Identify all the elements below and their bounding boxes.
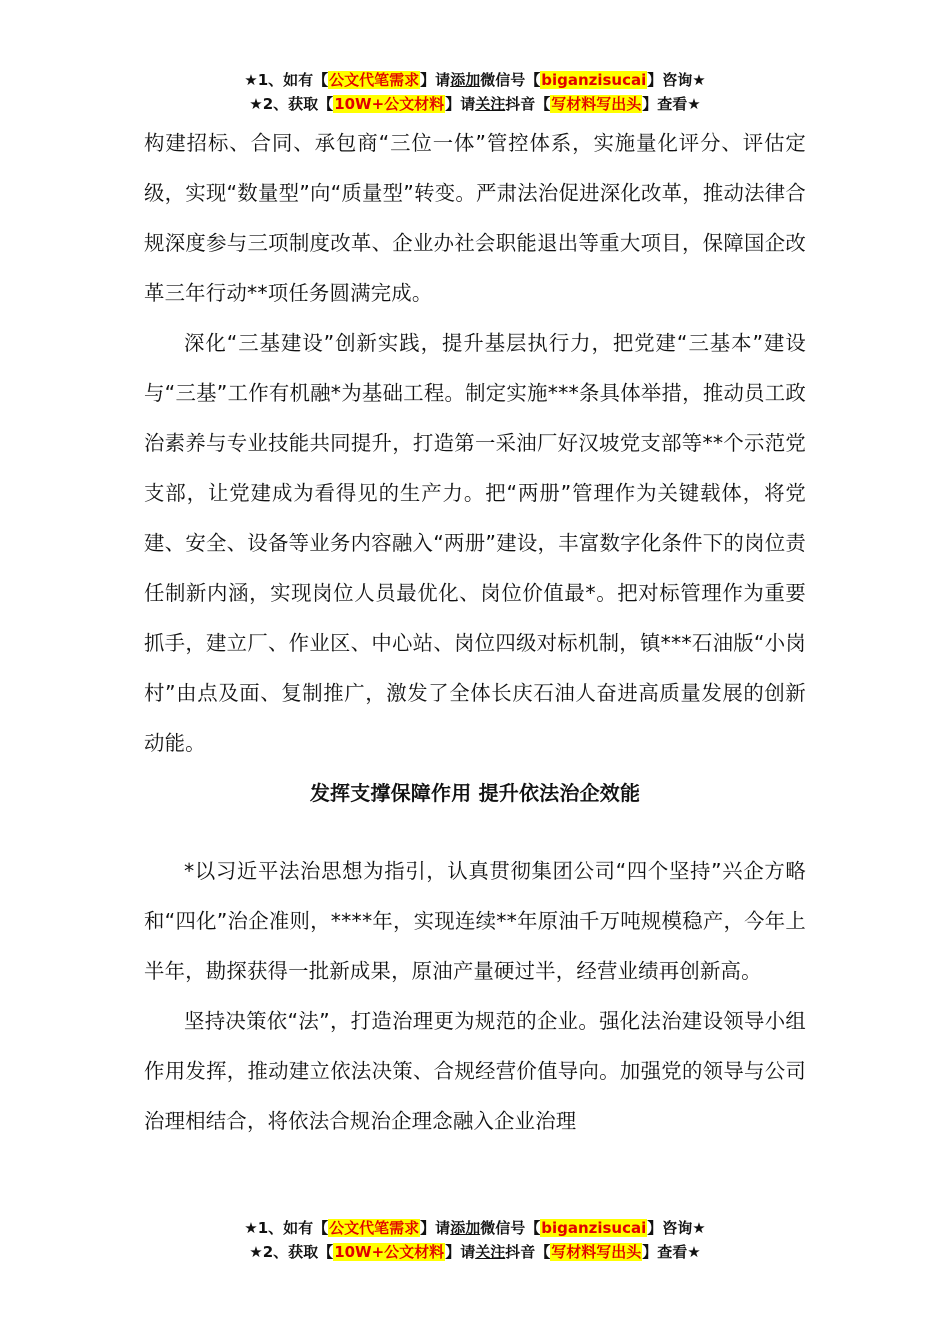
banner-line-2: ★2、获取【10W+公文材料】请关注抖音【写材料写出头】查看★ — [249, 95, 701, 113]
banner-line-2: ★2、获取【10W+公文材料】请关注抖音【写材料写出头】查看★ — [249, 1243, 701, 1261]
paragraph: *以习近平法治思想为指引，认真贯彻集团公司“四个坚持”兴企方略和“四化”治企准则，****年，实现连续**年原油千万吨规模稳产，今年上半年，勘探获得一批新成果，原油产量硬过半，经营业绩再创新高。 — [144, 859, 806, 983]
paragraph: 深化“三基建设”创新实践，提升基层执行力，把党建“三基本”建设与“三基”工作有机融*为基础工程。制定实施***条具体举措，推动员工政治素养与专业技能共同提升，打造第一采油厂好汉坡党支部等**个示范党支部，让党建成为看得见的生产力。把“两册”管理作为关键载体，将党建、安全、设备等业务内容融入“两册”建设，丰富数字化条件下的岗位责任制新内涵，实现岗位人员最优化、岗位价值最*。把对标管理作为重要抓手，建立厂、作业区、中心站、岗位四级对标机制，镇***石油版“小岗村”由点及面、复制推广，激发了全体长庆石油人奋进高质量发展的创新动能。 — [144, 331, 806, 755]
banner-line-1: ★1、如有【公文代笔需求】请添加微信号【biganzisucai】咨询★ — [244, 1219, 706, 1237]
footer-banner — [0, 1216, 950, 1264]
section-heading: 发挥支撑保障作用 提升依法治企效能 — [309, 781, 641, 805]
header-banner — [0, 68, 950, 116]
paragraph: 坚持决策依“法”，打造治理更为规范的企业。强化法治建设领导小组作用发挥，推动建立依法决策、合规经营价值导向。加强党的领导与公司治理相结合，将依法合规治企理念融入企业治理 — [144, 1009, 806, 1133]
highlight-wechat-id: biganzisucai — [541, 1219, 647, 1237]
paragraph: 构建招标、合同、承包商“三位一体”管控体系，实施量化评分、评估定级，实现“数量型”向“质量型”转变。严肃法治促进深化改革，推动法律合规深度参与三项制度改革、企业办社会职能退出等重大项目，保障国企改革三年行动**项任务圆满完成。 — [144, 131, 806, 305]
highlight-service: 公文代笔需求 — [329, 71, 420, 89]
highlight-service: 公文代笔需求 — [329, 1219, 420, 1237]
highlight-materials: 10W+公文材料 — [334, 1243, 445, 1261]
highlight-douyin: 写材料写出头 — [551, 1243, 642, 1261]
banner-line-1: ★1、如有【公文代笔需求】请添加微信号【biganzisucai】咨询★ — [244, 71, 706, 89]
highlight-douyin: 写材料写出头 — [551, 95, 642, 113]
highlight-wechat-id: biganzisucai — [541, 71, 647, 89]
highlight-materials: 10W+公文材料 — [334, 95, 445, 113]
document-body — [144, 118, 806, 1146]
